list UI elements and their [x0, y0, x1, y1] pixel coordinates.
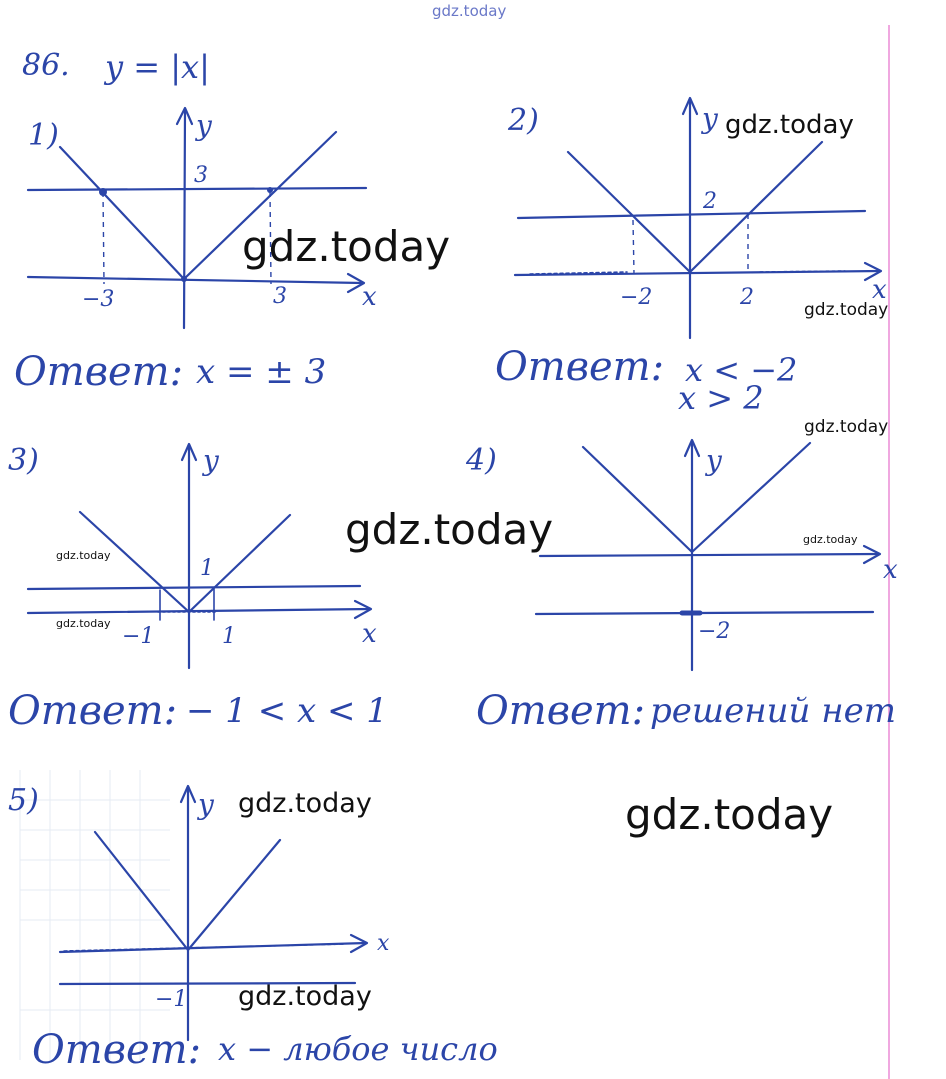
drop-line-left [103, 192, 104, 284]
level-label: 3 [194, 163, 208, 188]
watermark: gdz.today [56, 549, 111, 562]
answer-word: Ответ: [495, 344, 665, 390]
graph-3 [8, 443, 388, 734]
intersection-point [99, 188, 107, 196]
tick-label-pos: 1 [222, 624, 236, 649]
answer: − 1 < x < 1 [186, 691, 388, 731]
task-number: 86. [22, 48, 70, 83]
x-axis-label: x [377, 931, 390, 956]
watermark: gdz.today [725, 110, 854, 140]
graph-label: 4) [466, 443, 497, 478]
watermark: gdz.today [804, 300, 889, 320]
level-label: −2 [698, 619, 731, 644]
tick-label-neg: −1 [122, 624, 155, 649]
y-axis-label: y [706, 444, 722, 477]
answer-line-1: x < −2 [685, 351, 798, 389]
level-label: 1 [200, 556, 214, 581]
y-axis-label: y [203, 444, 219, 477]
notebook-grid [20, 770, 170, 1060]
vertex-point [181, 276, 187, 282]
watermark: gdz.today [625, 790, 834, 839]
abs-graph [583, 443, 810, 552]
graph-2 [495, 98, 887, 417]
x-axis-label: x [362, 282, 377, 312]
graph-label: 1) [28, 118, 59, 153]
answer-word: Ответ: [14, 349, 184, 395]
watermark: gdz.today [238, 788, 372, 819]
answer-line-2: x > 2 [678, 379, 764, 417]
y-axis-label: y [702, 102, 718, 135]
watermark: gdz.today [345, 505, 554, 554]
x-axis [28, 277, 362, 283]
answer-word: Ответ: [8, 688, 178, 734]
answer: x − любое число [218, 1030, 498, 1068]
level-line [28, 188, 366, 190]
level-line [28, 586, 360, 589]
level-line [536, 612, 873, 614]
tick-label-neg: −2 [620, 285, 653, 310]
x-axis-label: x [883, 555, 898, 585]
answer-word: Ответ: [32, 1027, 202, 1073]
watermark: gdz.today [56, 617, 111, 630]
x-axis-label: x [362, 619, 377, 649]
watermark: gdz.today [803, 533, 858, 546]
y-axis [184, 110, 185, 328]
level-label: −1 [155, 987, 188, 1012]
abs-graph [80, 512, 290, 612]
watermark: gdz.today [238, 981, 372, 1012]
task-function: y = |x| [105, 48, 210, 86]
tick-label-neg: −3 [82, 287, 115, 312]
graph-label: 2) [508, 103, 539, 138]
answer: решений нет [650, 691, 896, 731]
tick-label-pos: 3 [273, 284, 287, 309]
watermark: gdz.today [804, 417, 889, 437]
x-axis-label: x [872, 275, 887, 305]
intersection-point [267, 187, 273, 193]
graph-5 [8, 783, 498, 1073]
graph-4 [465, 440, 898, 734]
graph-label: 3) [8, 443, 39, 478]
graph-label: 5) [8, 783, 39, 818]
tick-label-pos: 2 [740, 285, 754, 310]
level-line [518, 211, 865, 218]
answer: x = ± 3 [196, 352, 327, 392]
y-axis-label: y [196, 109, 212, 142]
shading-right [760, 271, 845, 272]
abs-graph [568, 142, 822, 272]
answer-word: Ответ: [476, 688, 646, 734]
watermark: gdz.today [242, 222, 451, 271]
y-axis-label: y [198, 788, 214, 821]
header-watermark: gdz.today [432, 2, 507, 20]
drop-line-left [633, 220, 634, 274]
x-axis [540, 554, 878, 556]
level-label: 2 [703, 189, 717, 214]
